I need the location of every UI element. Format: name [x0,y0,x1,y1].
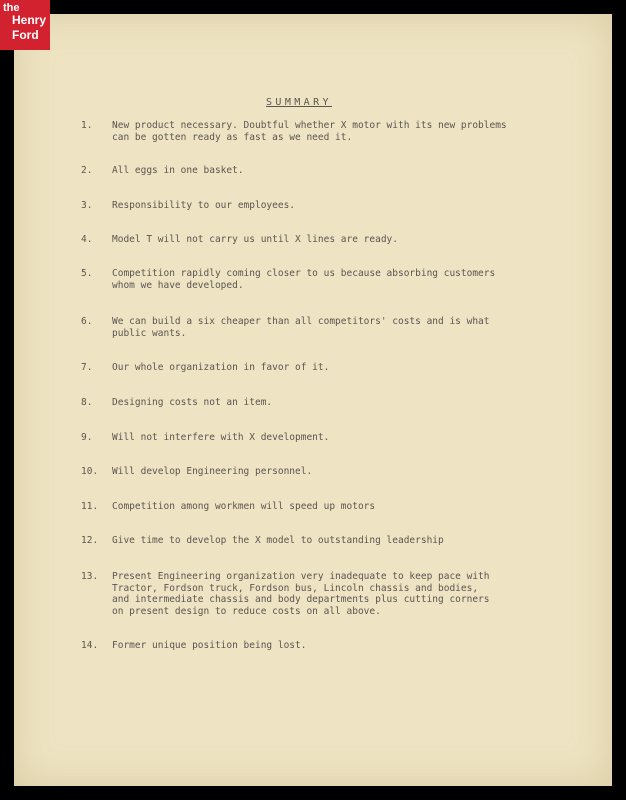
item-text [112,466,552,478]
item-text-line: All eggs in one basket. [112,165,244,176]
item-number: 2. [81,165,93,176]
logo-text-the: the [3,2,20,14]
document-page [14,14,612,786]
item-text-line: We can build a six cheaper than all competitors' costs and is what [112,316,490,327]
item-number: 14. [81,640,99,651]
item-text-line: Present Engineering organization very inadequate to keep pace with [112,571,490,582]
item-number: 3. [81,200,93,211]
item-text [112,316,552,339]
logo-text-ford: Ford [12,28,39,42]
item-text [112,165,552,177]
item-text [112,234,552,246]
item-text-line: Competition among workmen will speed up motors [112,501,376,512]
item-number: 11. [81,501,99,512]
item-text-line: Give time to develop the X model to outstanding leadership [112,535,444,546]
item-number: 12. [81,535,99,546]
item-number: 5. [81,268,93,279]
item-number: 13. [81,571,99,582]
item-text [112,362,552,374]
item-text [112,268,552,291]
item-number: 9. [81,432,93,443]
item-text-line: Tractor, Fordson truck, Fordson bus, Lincoln chassis and bodies, [112,582,479,594]
item-number: 10. [81,466,99,477]
document-title: SUMMARY [266,97,332,108]
item-text-line: Responsibility to our employees. [112,200,296,211]
item-number: 7. [81,362,93,373]
item-text [112,432,552,444]
item-text-line: whom we have developed. [112,279,244,291]
item-text [112,200,552,212]
item-text-line: Designing costs not an item. [112,397,273,408]
item-text-line: and intermediate chassis and body departments plus cutting corners [112,594,490,605]
item-text-line: Our whole organization in favor of it. [112,362,330,373]
item-text [112,571,552,617]
item-text-line: Will not interfere with X development. [112,432,330,443]
item-text-line: public wants. [112,327,187,339]
item-text-line: Will develop Engineering personnel. [112,466,313,477]
item-text [112,535,552,547]
item-number: 4. [81,234,93,245]
item-text [112,501,552,513]
item-number: 6. [81,316,93,327]
item-text [112,397,552,409]
item-text-line: can be gotten ready as fast as we need it. [112,131,353,143]
summary-list [14,14,612,786]
logo-text-henry: Henry [12,13,47,27]
item-text-line: Competition rapidly coming closer to us because absorbing customers [112,268,496,279]
item-text [112,640,552,652]
item-text [112,120,552,143]
item-text-line: Former unique position being lost. [112,640,307,651]
item-number: 1. [81,120,93,131]
item-text-line: New product necessary. Doubtful whether X motor with its new problems [112,120,507,131]
item-number: 8. [81,397,93,408]
item-text-line: Model T will not carry us until X lines are ready. [112,234,398,245]
item-text-line: on present design to reduce costs on all above. [112,605,381,617]
henry-ford-logo [0,0,50,50]
